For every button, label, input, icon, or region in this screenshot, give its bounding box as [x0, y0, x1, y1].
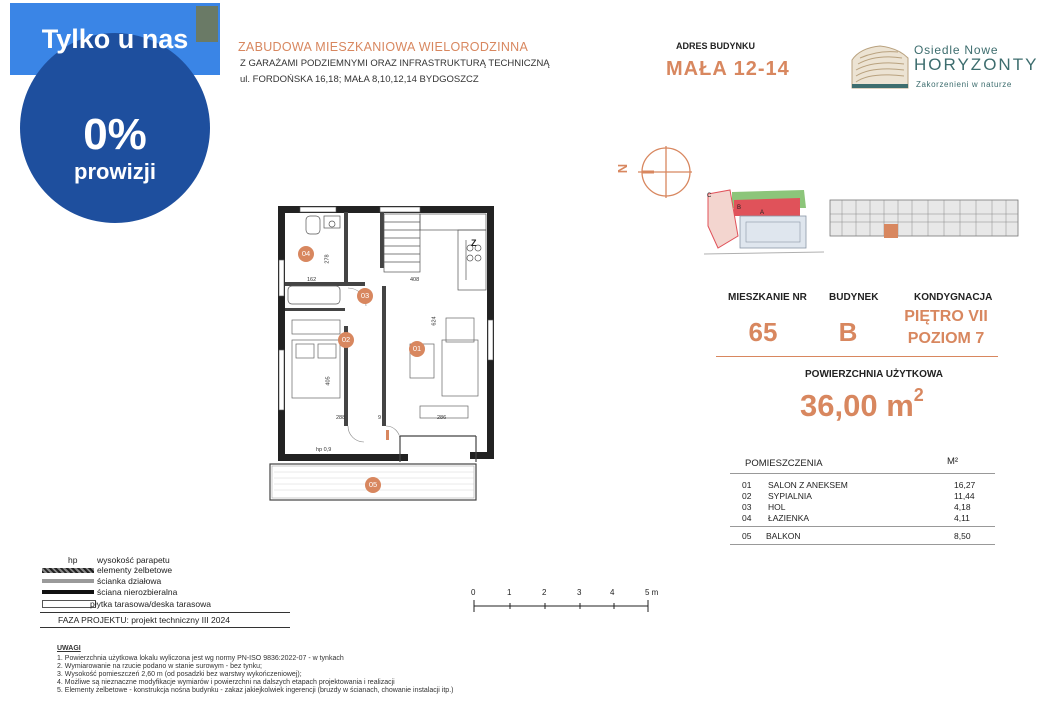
legend-label: ściana nierozbieralna: [97, 587, 178, 597]
project-subtitle: Z GARAŻAMI PODZIEMNYMI ORAZ INFRASTRUKTURĄ TECHNICZNĄ: [240, 58, 550, 69]
room-marker-03: 03: [357, 288, 373, 304]
room-marker-01: 01: [409, 341, 425, 357]
room-number: 01: [742, 480, 752, 490]
project-location: ul. FORDOŃSKA 16,18; MAŁA 8,10,12,14 BYDGOSZCZ: [240, 74, 479, 85]
scale-bar: [472, 600, 652, 612]
area-unit-sup: 2: [913, 385, 924, 405]
plan-z-label: Z: [471, 238, 477, 248]
room-name: SYPIALNIA: [768, 491, 812, 501]
scale-tick-label: 4: [610, 588, 615, 597]
site-label-b: B: [737, 205, 742, 211]
notes-heading: UWAGI: [57, 645, 81, 652]
promo-top-text: Tylko u nas: [41, 23, 189, 54]
legend-divider: [40, 612, 290, 613]
project-title: ZABUDOWA MIESZKANIOWA WIELORODZINNA: [238, 40, 529, 54]
compass-label: N: [615, 163, 631, 174]
dim-label: 9: [378, 415, 382, 421]
logo-mark-icon: [850, 42, 910, 92]
legend-swatch-terrace: [42, 600, 96, 608]
logo-line1: Osiedle Nowe: [914, 43, 999, 57]
scale-tick-label: 5 m: [645, 588, 659, 597]
logo-tagline: Zakorzenieni w naturze: [916, 80, 1012, 89]
area-value-number: 36,00 m: [800, 388, 914, 423]
floor-value-2: POZIOM 7: [907, 330, 985, 347]
promo-sub-text: prowizji: [74, 159, 156, 184]
note-line: 1. Powierzchnia użytkowa lokalu wyliczona jest wg normy PN-ISO 9836:2022-07 - w tynkach: [57, 655, 344, 662]
room-marker-04: 04: [298, 246, 314, 262]
area-value: [800, 385, 924, 424]
address-label: ADRES BUDYNKU: [676, 41, 756, 51]
rooms-unit-header: M²: [947, 456, 959, 467]
building-label: BUDYNEK: [829, 292, 879, 303]
photo-strip: [196, 6, 218, 42]
room-area: 4,18: [954, 502, 971, 512]
floor-key-plan: [828, 192, 1020, 244]
site-label-a: A: [760, 210, 765, 216]
site-label-c: C: [707, 193, 712, 199]
scale-tick-label: 2: [542, 588, 547, 597]
room-number: 04: [742, 513, 752, 523]
scale-tick-label: 1: [507, 588, 512, 597]
scale-tick-label: 0: [471, 588, 476, 597]
note-line: 5. Elementy żelbetowe - konstrukcja nośna budynku - zakaz jakiejkolwiek ingerencji (bruzdy w ścianach, chowanie instalacji itp.): [57, 687, 454, 694]
site-plan: [704, 186, 824, 258]
rooms-divider-bottom: [730, 544, 995, 545]
room-number: 05: [742, 531, 752, 541]
legend-swatch-concrete: [42, 568, 94, 573]
legend-label: elementy żelbetowe: [97, 565, 173, 575]
room-marker-05: 05: [365, 477, 381, 493]
note-line: 4. Możliwe są nieznaczne modyfikacje wymiarów i powierzchni na dalszych etapach projektowania i realizacji: [57, 679, 395, 686]
dim-label: 288: [336, 415, 346, 421]
note-line: 3. Wysokość pomieszczeń 2,60 m (od posadzki bez warstwy wykończeniowej);: [57, 671, 302, 678]
dim-label: hp 0,9: [316, 447, 332, 453]
promo-percent: 0%: [83, 110, 147, 159]
room-name: BALKON: [766, 531, 801, 541]
area-label: POWIERZCHNIA UŻYTKOWA: [805, 369, 943, 380]
promo-badge: [10, 3, 220, 221]
room-name: ŁAZIENKA: [768, 513, 810, 523]
dim-label: 408: [410, 277, 420, 283]
room-area: 16,27: [954, 480, 976, 490]
dim-label: 405: [325, 376, 332, 386]
rooms-divider-mid: [730, 526, 995, 527]
building-value: B: [838, 317, 858, 347]
rooms-divider-top: [730, 473, 995, 474]
floor-label: KONDYGNACJA: [914, 292, 993, 303]
dim-label: 286: [437, 415, 447, 421]
address-value: MAŁA 12-14: [666, 58, 790, 80]
legend-key-hp: hp: [68, 555, 78, 565]
apartment-number-value: 65: [748, 317, 778, 347]
room-area: 11,44: [954, 491, 975, 501]
dim-label: 162: [307, 277, 317, 283]
room-number: 03: [742, 502, 752, 512]
room-name: SALON Z ANEKSEM: [768, 480, 848, 490]
room-row: [742, 513, 970, 525]
legend-swatch-bearing-wall: [42, 590, 94, 594]
logo-line2: HORYZONTY: [914, 55, 1038, 74]
legend-label: wysokość parapetu: [97, 555, 170, 565]
legend-label: płytka tarasowa/deska tarasowa: [90, 599, 211, 609]
legend-divider: [40, 627, 290, 628]
room-area: 8,50: [954, 531, 971, 541]
room-row: [742, 531, 971, 543]
info-divider: [716, 356, 998, 357]
scale-tick-label: 3: [577, 588, 582, 597]
room-number: 02: [742, 491, 752, 501]
room-marker-02: 02: [338, 332, 354, 348]
legend-swatch-partition: [42, 579, 94, 583]
floor-value-1: PIĘTRO VII: [904, 308, 988, 325]
dim-label: 278: [324, 254, 331, 264]
dim-label: 624: [431, 316, 438, 326]
note-line: 2. Wymiarowanie na rzucie podano w stanie surowym - bez tynku;: [57, 663, 262, 670]
legend-label: ścianka działowa: [97, 576, 162, 586]
room-area: 4,11: [954, 513, 970, 523]
project-phase: FAZA PROJEKTU: projekt techniczny III 2024: [58, 615, 230, 625]
room-name: HOL: [768, 502, 786, 512]
rooms-header: POMIESZCZENIA: [745, 458, 823, 469]
apartment-number-label: MIESZKANIE NR: [728, 292, 807, 303]
